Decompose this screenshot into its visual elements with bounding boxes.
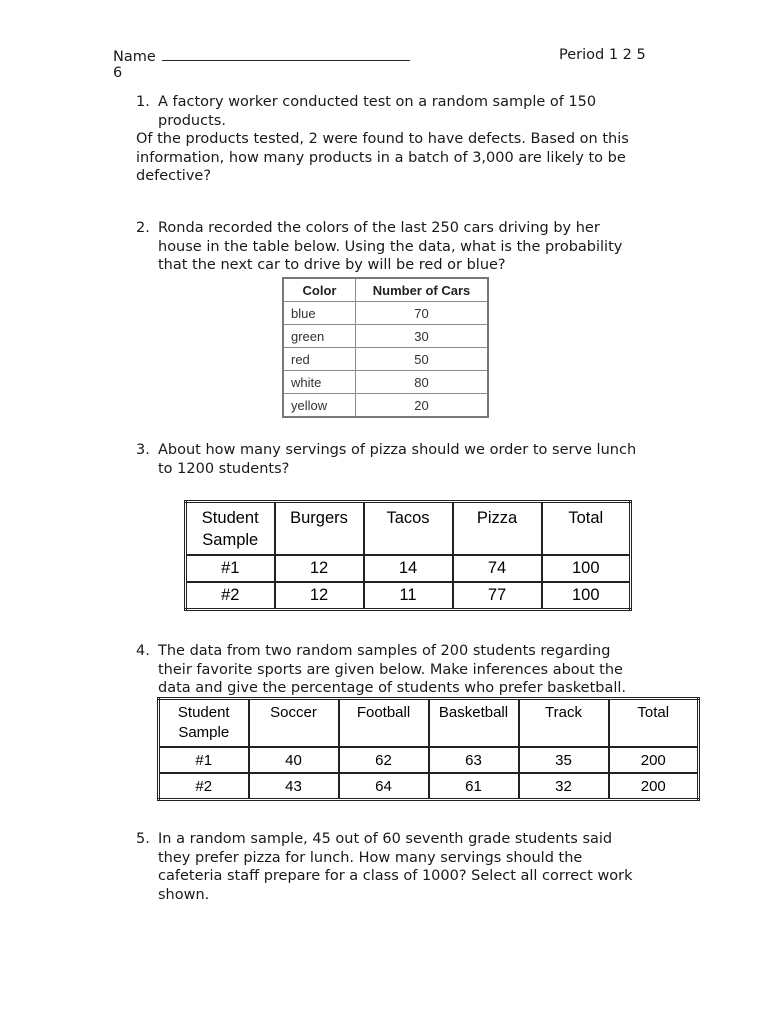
table-cell: 14 bbox=[364, 555, 453, 582]
table-cell: 12 bbox=[275, 582, 364, 610]
question-2 bbox=[136, 219, 676, 275]
table-row bbox=[283, 348, 488, 371]
question-text: to 1200 students? bbox=[158, 460, 290, 477]
table-header-cell bbox=[159, 699, 249, 748]
table-header-cell: Total bbox=[609, 699, 699, 748]
name-blank-line[interactable] bbox=[162, 46, 410, 61]
question-5 bbox=[136, 830, 676, 904]
table-header-cell: Basketball bbox=[429, 699, 519, 748]
header-line: Student bbox=[177, 704, 230, 721]
table-cell: 100 bbox=[542, 582, 631, 610]
header-line: Sample bbox=[202, 531, 259, 549]
table-cell: blue bbox=[283, 302, 356, 325]
table-header-cell: Soccer bbox=[249, 699, 339, 748]
table-row bbox=[283, 371, 488, 394]
table-cell: #2 bbox=[186, 582, 275, 610]
table-cell: 50 bbox=[356, 348, 489, 371]
table-header-cell: Number of Cars bbox=[356, 278, 489, 302]
table-row bbox=[159, 773, 699, 800]
question-text: products. bbox=[158, 112, 226, 129]
name-label: Name bbox=[113, 49, 156, 65]
table-cell: 61 bbox=[429, 773, 519, 800]
table-cell: 43 bbox=[249, 773, 339, 800]
table-header-cell: Burgers bbox=[275, 502, 364, 556]
question-text: A factory worker conducted test on a random sample of 150 bbox=[158, 94, 597, 110]
table-row bbox=[283, 325, 488, 348]
sports-sample-table bbox=[157, 697, 700, 801]
table-cell: #1 bbox=[186, 555, 275, 582]
table-cell: white bbox=[283, 371, 356, 394]
question-text: they prefer pizza for lunch. How many servings should the bbox=[158, 849, 583, 866]
table-header-cell: Tacos bbox=[364, 502, 453, 556]
table-cell: 32 bbox=[519, 773, 609, 800]
question-3 bbox=[136, 441, 676, 478]
question-text: shown. bbox=[158, 886, 210, 903]
table-row bbox=[283, 302, 488, 325]
question-number: 2. bbox=[136, 220, 150, 236]
table-cell: 62 bbox=[339, 747, 429, 773]
header-line: Sample bbox=[178, 724, 230, 741]
table-cell: 77 bbox=[453, 582, 542, 610]
question-1 bbox=[136, 93, 676, 186]
question-text: The data from two random samples of 200 students regarding bbox=[158, 643, 611, 659]
question-text: house in the table below. Using the data, what is the probability bbox=[158, 238, 623, 255]
question-text: defective? bbox=[136, 168, 212, 184]
question-text: cafeteria staff prepare for a class of 1000? Select all correct work bbox=[158, 868, 633, 884]
table-cell: 20 bbox=[356, 394, 489, 418]
question-number: 3. bbox=[136, 442, 150, 458]
table-header-cell: Football bbox=[339, 699, 429, 748]
lunch-sample-table bbox=[184, 500, 632, 611]
question-text: Of the products tested, 2 were found to have defects. Based on this bbox=[136, 131, 629, 147]
table-cell: 100 bbox=[542, 555, 631, 582]
table-header-cell: Pizza bbox=[453, 502, 542, 556]
question-text: their favorite sports are given below. Make inferences about the bbox=[158, 661, 623, 678]
table-cell: 35 bbox=[519, 747, 609, 773]
question-number: 5. bbox=[136, 831, 150, 847]
name-field bbox=[113, 46, 410, 67]
table-cell: #1 bbox=[159, 747, 249, 773]
table-cell: 30 bbox=[356, 325, 489, 348]
table-cell: 74 bbox=[453, 555, 542, 582]
table-cell: 200 bbox=[609, 773, 699, 800]
question-text: In a random sample, 45 out of 60 seventh grade students said bbox=[158, 831, 613, 847]
table-cell: 40 bbox=[249, 747, 339, 773]
period-wrap: 6 bbox=[113, 65, 123, 81]
table-row bbox=[186, 582, 631, 610]
table-row bbox=[186, 555, 631, 582]
table-cell: 12 bbox=[275, 555, 364, 582]
table-header-cell bbox=[186, 502, 275, 556]
header-line: Student bbox=[201, 509, 259, 527]
table-cell: 63 bbox=[429, 747, 519, 773]
question-text: Ronda recorded the colors of the last 250 cars driving by her bbox=[158, 220, 600, 236]
car-color-table bbox=[282, 277, 489, 418]
question-text: information, how many products in a batch of 3,000 are likely to be bbox=[136, 149, 626, 166]
question-text: that the next car to drive by will be red or blue? bbox=[158, 257, 506, 273]
table-cell: 64 bbox=[339, 773, 429, 800]
table-header-row bbox=[159, 699, 699, 748]
table-cell: 11 bbox=[364, 582, 453, 610]
table-cell: 80 bbox=[356, 371, 489, 394]
table-header-row bbox=[186, 502, 631, 556]
question-text: About how many servings of pizza should we order to serve lunch bbox=[158, 442, 637, 458]
question-4 bbox=[136, 642, 676, 698]
table-cell: #2 bbox=[159, 773, 249, 800]
table-cell: 200 bbox=[609, 747, 699, 773]
table-header-cell: Color bbox=[283, 278, 356, 302]
table-header-cell: Total bbox=[542, 502, 631, 556]
table-cell: 70 bbox=[356, 302, 489, 325]
table-cell: red bbox=[283, 348, 356, 371]
period-label: Period 1 2 5 bbox=[559, 47, 646, 63]
table-header-cell: Track bbox=[519, 699, 609, 748]
table-cell: yellow bbox=[283, 394, 356, 418]
table-cell: green bbox=[283, 325, 356, 348]
question-number: 4. bbox=[136, 643, 150, 659]
question-number: 1. bbox=[136, 94, 150, 110]
table-row bbox=[283, 394, 488, 418]
table-row bbox=[159, 747, 699, 773]
table-header-row bbox=[283, 278, 488, 302]
question-text: data and give the percentage of students who prefer basketball. bbox=[158, 680, 627, 696]
